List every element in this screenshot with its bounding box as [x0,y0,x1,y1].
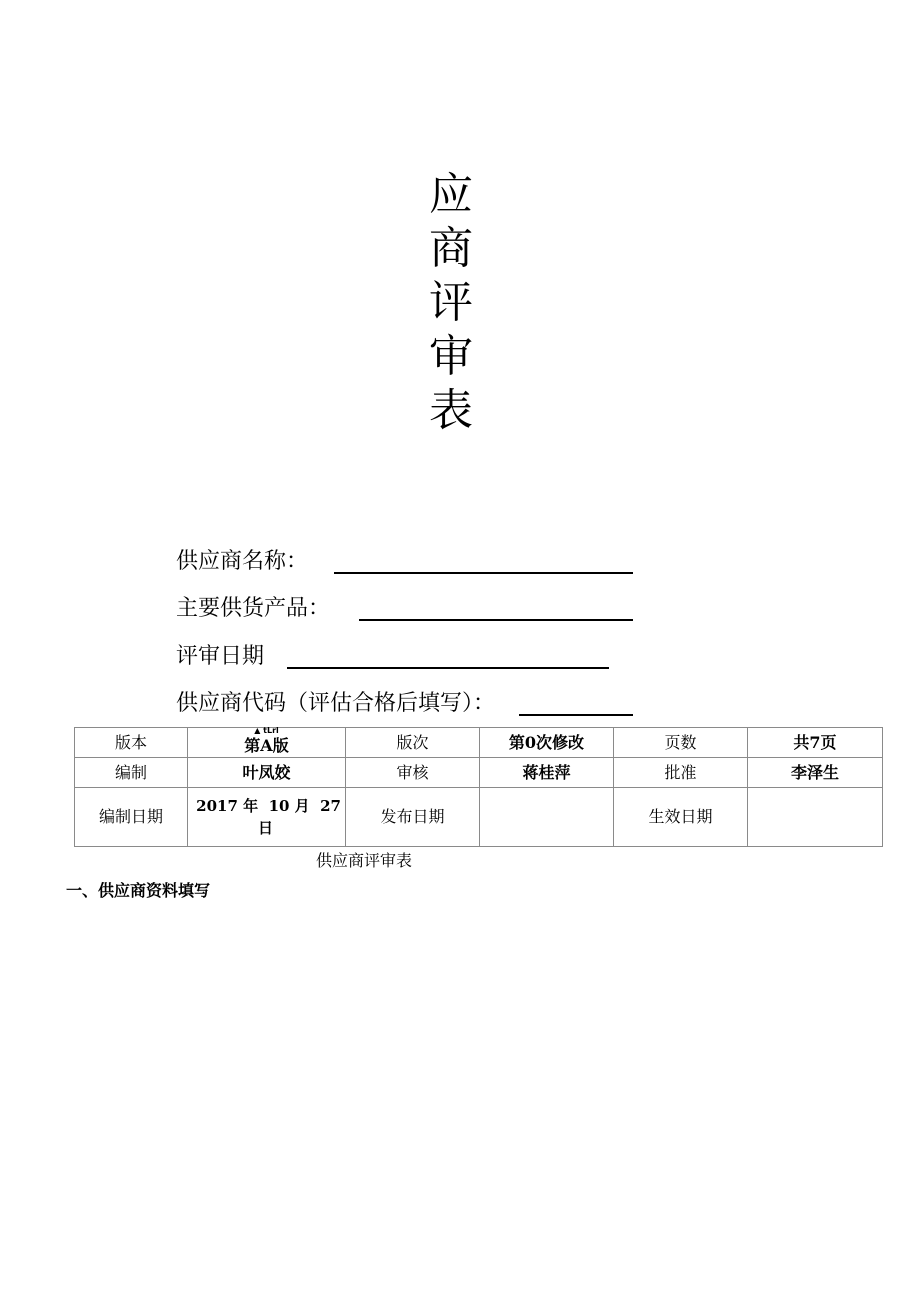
cover-title-char: 评 [429,277,473,328]
main-products-line[interactable] [359,619,633,621]
cover-title-char: 审 [429,331,473,382]
cover-title-char: 应 [429,169,473,220]
section-heading: 一、供应商资料填写 [66,881,211,900]
cover-title-char: 商 [429,223,473,274]
reviewer-label: 审核 [346,758,480,788]
revision-value: 第0次修改 [480,728,614,758]
author-label: 编制 [75,758,188,788]
effective-date-value[interactable] [748,788,883,847]
compile-date-value [188,788,346,847]
cover-title [424,168,484,438]
main-products-label: 主要供货产品： [176,596,331,621]
main-products-field [176,595,330,623]
review-date-line[interactable] [287,667,609,669]
supplier-name-line[interactable] [334,572,633,574]
release-date-label: 发布日期 [346,788,480,847]
compile-date-line1: 2017 年 10 月 27 [196,797,341,815]
release-date-value[interactable] [480,788,614,847]
cover-title-char: 表 [429,385,473,436]
version-value-cell [188,725,346,758]
revision-label: 版次 [346,728,480,758]
version-value: 第A版 [244,735,289,755]
approver-label: 批准 [614,758,748,788]
version-mark: ▲ tLrl [254,725,279,735]
table-row [75,758,883,788]
version-label: 版本 [75,728,188,758]
reviewer-value: 蒋桂萍 [480,758,614,788]
supplier-code-field [176,690,495,718]
author-value: 叶凤姣 [188,758,346,788]
compile-date-label: 编制日期 [75,788,188,847]
review-date-field [176,643,264,671]
supplier-code-line[interactable] [519,714,633,716]
pages-value: 共7页 [748,728,883,758]
compile-date-line2: 日 [258,819,274,837]
supplier-name-label: 供应商名称： [176,549,309,574]
table-row [75,728,883,758]
document-info-table [74,727,883,847]
supplier-code-label: 供应商代码（评估合格后填写）： [176,691,496,716]
effective-date-label: 生效日期 [614,788,748,847]
table-row [75,788,883,847]
review-date-label: 评审日期 [176,644,265,669]
supplier-name-field [176,548,308,576]
pages-label: 页数 [614,728,748,758]
form-subtitle: 供应商评审表 [316,851,413,870]
approver-value: 李泽生 [748,758,883,788]
